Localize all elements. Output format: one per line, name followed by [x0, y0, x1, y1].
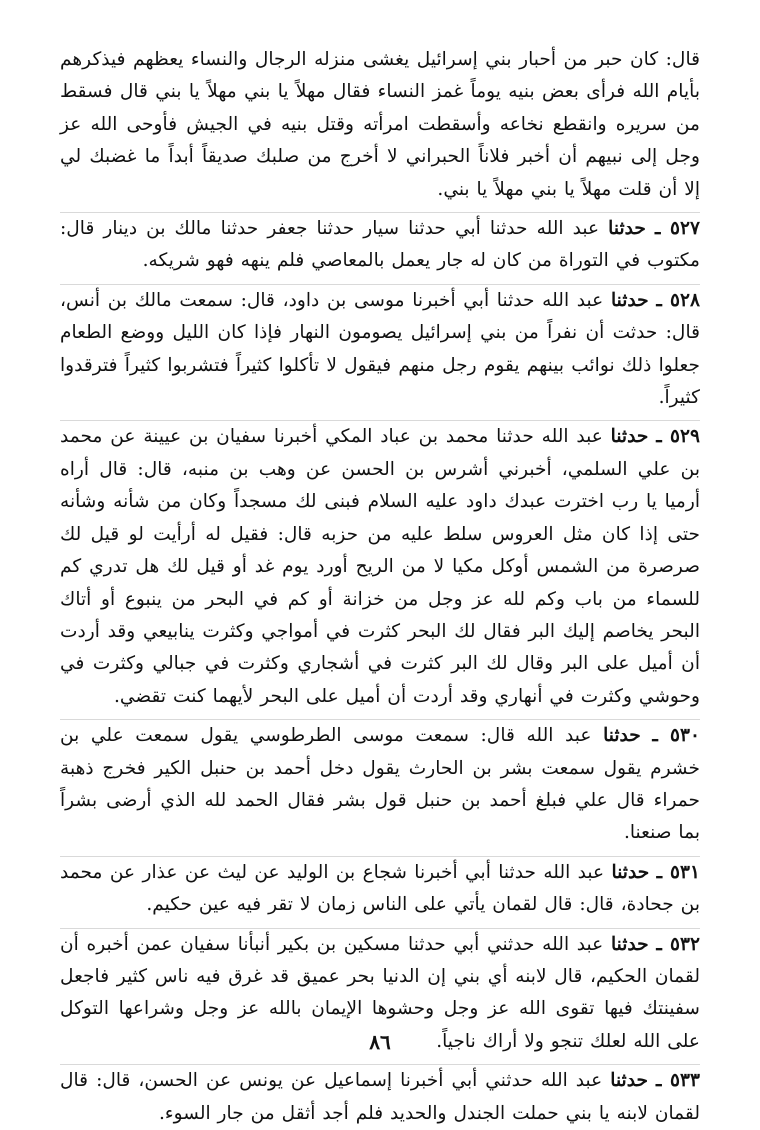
hadith-529: [60, 421, 700, 713]
hadith-keyword: حدثنا: [610, 289, 649, 311]
hadith-533: [60, 1065, 700, 1130]
hadith-keyword: حدثنا: [610, 426, 649, 448]
paragraph-text: قال: كان حبر من أحبار بني إسرائيل يغشى منزله الرجال والنساء يعظهم فيذكرهم بأيام الله فرأى بعض بنيه يوماً غمز النساء فقال مهلاً يا بني مهلاً يا بني قال فسقط من سريره وانقطع نخاعه وأسقطت امرأته وقتل بنيه في الجيش فأوحى الله عز وجل إلى نبيهم أن أخبر فلاناً الحبراني لا أخرج من صلبك صديقاً أبداً ما غضبك لي إلا أن قلت مهلاً يا بني مهلاً يا بني.: [60, 49, 700, 200]
hadith-number: ٥٣٢ ـ: [656, 933, 700, 955]
hadith-keyword: حدثنا: [610, 1070, 648, 1092]
paragraph-text: عبد الله حدثني أبي أخبرنا إسماعيل عن يونس عن الحسن، قال: قال لقمان لابنه يا بني حملت الجندل والحديد فلم أجد أثقل من جار السوء.: [60, 1070, 700, 1124]
paragraph-text: عبد الله حدثني أبي حدثنا مسكين بن بكير أنبأنا سفيان عمن أخبره أن لقمان الحكيم، قال لابنه أي بني إن الدنيا بحر عميق قد غرق فيه ناس كثير فاجعل سفينتك فيها تقوى الله عز وجل وحشوها الإيمان بالله عز وجل وشراعها التوكل على الله لعلك تنجو ولا أراك ناجياً.: [60, 933, 700, 1052]
paragraph-text: عبد الله حدثنا أبي أخبرنا شجاع بن الوليد عن ليث عن عذار عن محمد بن جحادة، قال: قال لقمان يأتي على الناس زمان لا تقر فيه عين حكيم.: [60, 861, 700, 916]
paragraph-continuation: [60, 44, 700, 206]
hadith-530: [60, 720, 700, 850]
hadith-527: [60, 213, 700, 278]
paragraph-text: عبد الله حدثنا أبي حدثنا سيار حدثنا جعفر حدثنا مالك بن دينار قال: مكتوب في التوراة من كان له جار يعمل بالمعاصي فلم ينهه فهو شريكه.: [60, 218, 700, 272]
hadith-number: ٥٢٧ ـ: [654, 218, 700, 240]
page-body: [60, 44, 700, 1130]
paragraph-text: عبد الله حدثنا أبي أخبرنا موسى بن داود، قال: سمعت مالك بن أنس، قال: حدثت أن نفراً من بني إسرائيل يصومون النهار فإذا كان الليل ووضع الطعام جعلوا ذلك نوائب بينهم يقوم رجل منهم فيقول لا تأكلوا كثيراً فتشربوا كثيراً فترقدوا كثيراً.: [60, 289, 700, 409]
hadith-number: ٥٣٣ ـ: [656, 1070, 700, 1092]
page-number: ٨٦: [369, 1030, 391, 1054]
paragraph-text: عبد الله حدثنا محمد بن عباد المكي أخبرنا سفيان بن عيينة عن محمد بن علي السلمي، أخبرني أشرس بن الحسن عن وهب بن منبه، قال: قال أراه أرميا يا رب اخترت عبدك داود عليه السلام فبنى لك مسجداً وكان من شأنه وشأنه حتى إذا كان مثل العروس سلط عليه من حزبه قال: فقيل له أرأيت لو قيل لك صرصرة من الشمس أوكل مكيا لا من الريح أورد يوم غد أو قيل لك هل تدري كم للسماء من باب وكم لله عز وجل من خزانة أو كم في البحر من ينبوع أو أتاك البحر يخاصم إليك البر فقال لك البحر كثرت في أمواجي وكثرت ينابيعي وقد أردت أن أميل على البر وقال لك البر كثرت في أشجاري وكثرت في جبالي وكثرت في وحوشي وكثرت في أنهاري وقد أردت أن أميل على البحر لأيهما كنت تقضي.: [60, 426, 700, 707]
paragraph-text: عبد الله قال: سمعت موسى الطرطوسي يقول سمعت علي بن خشرم يقول سمعت بشر بن الحارث يقول دخل أحمد بن حنبل الكير فخرج ذهبة حمراء قال علي فبلغ أحمد بن حنبل قول بشر فقال الحمد لله الذي أرضى بشراً بما صنعنا.: [60, 725, 700, 844]
hadith-keyword: حدثنا: [603, 725, 641, 747]
hadith-keyword: حدثنا: [611, 861, 650, 883]
hadith-number: ٥٣١ ـ: [656, 861, 700, 883]
hadith-keyword: حدثنا: [608, 218, 646, 240]
hadith-number: ٥٢٨ ـ: [656, 289, 700, 311]
hadith-number: ٥٢٩ ـ: [656, 426, 700, 448]
hadith-number: ٥٣٠ ـ: [652, 725, 700, 747]
hadith-531: [60, 857, 700, 922]
hadith-528: [60, 285, 700, 415]
hadith-keyword: حدثنا: [610, 933, 649, 955]
